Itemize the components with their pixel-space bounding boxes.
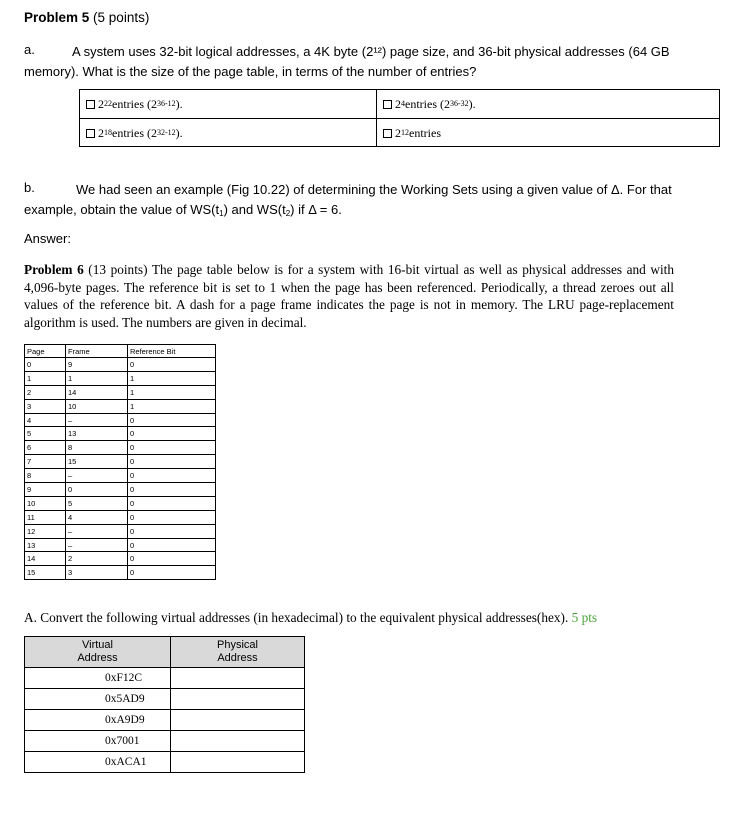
reference-bit-cell: 1 xyxy=(128,399,216,413)
page-table-row xyxy=(25,413,216,427)
page-table xyxy=(24,344,216,580)
page-table-row xyxy=(25,552,216,566)
checkbox-icon[interactable] xyxy=(86,100,95,109)
page-number-cell: 14 xyxy=(25,552,66,566)
reference-bit-column-header: Reference Bit xyxy=(128,345,216,358)
address-conversion-table xyxy=(24,636,305,773)
page-number-cell: 8 xyxy=(25,469,66,483)
page-table-row xyxy=(25,385,216,399)
reference-bit-cell: 0 xyxy=(128,427,216,441)
page-number-cell: 6 xyxy=(25,441,66,455)
physical-address-input-cell[interactable] xyxy=(171,668,305,689)
page-table-row xyxy=(25,496,216,510)
frame-cell: – xyxy=(66,469,128,483)
answer-label: Answer: xyxy=(24,231,71,246)
checkbox-icon[interactable] xyxy=(86,129,95,138)
physical-address-input-cell[interactable] xyxy=(171,752,305,773)
page-number-cell: 1 xyxy=(25,371,66,385)
page-table-row xyxy=(25,455,216,469)
page-table-row xyxy=(25,566,216,580)
reference-bit-cell: 0 xyxy=(128,566,216,580)
conversion-header-row xyxy=(25,637,305,668)
frame-cell: – xyxy=(66,413,128,427)
virtual-address-cell: 0xACA1 xyxy=(25,752,171,773)
page-number-cell: 9 xyxy=(25,483,66,497)
reference-bit-cell: 0 xyxy=(128,455,216,469)
page-table-row xyxy=(25,427,216,441)
reference-bit-cell: 0 xyxy=(128,552,216,566)
page-number-cell: 15 xyxy=(25,566,66,580)
page-number-cell: 13 xyxy=(25,538,66,552)
frame-cell: 0 xyxy=(66,483,128,497)
reference-bit-cell: 0 xyxy=(128,538,216,552)
part-b-question: We had seen an example (Fig 10.22) of determining the Working Sets using a given value of Δ. For that example, obtain the value of $WS(t_1)$ and $WS(t_2)$ if Δ = 6. xyxy=(24,182,672,218)
problem-5-title xyxy=(24,10,149,25)
answer-options-table xyxy=(79,89,720,147)
page-table-row xyxy=(25,358,216,372)
part-b-label: b. xyxy=(24,180,35,195)
option-4[interactable]: 2 12 entries xyxy=(383,119,441,147)
problem-6-description xyxy=(24,261,674,332)
page-table-header-row xyxy=(25,345,216,358)
frame-cell: 2 xyxy=(66,552,128,566)
physical-address-input-cell[interactable] xyxy=(171,689,305,710)
frame-cell: 8 xyxy=(66,441,128,455)
reference-bit-cell: 0 xyxy=(128,524,216,538)
frame-cell: 4 xyxy=(66,510,128,524)
frame-cell: 1 xyxy=(66,371,128,385)
conversion-table-body xyxy=(25,668,305,773)
reference-bit-cell: 0 xyxy=(128,413,216,427)
page-table-row xyxy=(25,524,216,538)
problem-6-text: (13 points) The page table below is for a system with 16-bit virtual as well as physical addresses and with 4,096-byte pages. The reference bit is set to 1 when the page has been referenced. Periodically, a thread zeroes out all values of the reference bit. A dash for a page frame indicates the page is not in memory. The LRU page-replacement algorithm is used. The numbers are given in decimal. xyxy=(24,262,674,331)
problem-6-heading: Problem 6 xyxy=(24,262,84,277)
page-number-cell: 0 xyxy=(25,358,66,372)
frame-cell: 15 xyxy=(66,455,128,469)
reference-bit-cell: 0 xyxy=(128,358,216,372)
page-number-cell: 11 xyxy=(25,510,66,524)
page-table-row xyxy=(25,469,216,483)
page-table-row xyxy=(25,538,216,552)
virtual-address-header: Virtual Address xyxy=(25,637,171,668)
reference-bit-cell: 0 xyxy=(128,510,216,524)
conversion-row xyxy=(25,752,305,773)
reference-bit-cell: 0 xyxy=(128,483,216,497)
part-a-label: a. xyxy=(24,42,35,57)
frame-cell: 9 xyxy=(66,358,128,372)
page-column-header: Page xyxy=(25,345,66,358)
physical-address-input-cell[interactable] xyxy=(171,710,305,731)
problem-5-heading: Problem 5 xyxy=(24,10,90,25)
reference-bit-cell: 0 xyxy=(128,441,216,455)
option-2[interactable]: 2 4 entries (2 36-32 ). xyxy=(383,90,476,118)
convert-instructions xyxy=(24,610,597,626)
page-number-cell: 10 xyxy=(25,496,66,510)
reference-bit-cell: 0 xyxy=(128,469,216,483)
page-number-cell: 12 xyxy=(25,524,66,538)
page-table-body xyxy=(25,358,216,580)
conversion-row xyxy=(25,689,305,710)
page-number-cell: 5 xyxy=(25,427,66,441)
conversion-row xyxy=(25,710,305,731)
reference-bit-cell: 0 xyxy=(128,496,216,510)
frame-cell: – xyxy=(66,538,128,552)
frame-cell: 5 xyxy=(66,496,128,510)
frame-cell: 3 xyxy=(66,566,128,580)
physical-address-header: Physical Address xyxy=(171,637,305,668)
page-number-cell: 3 xyxy=(25,399,66,413)
part-a-question: A system uses 32-bit logical addresses, a 4K byte (2¹²) page size, and 36-bit physical addresses (64 GB memory). What is the size of the page table, in terms of the number of entries? xyxy=(24,44,670,79)
page-table-row xyxy=(25,441,216,455)
option-3[interactable]: 2 18 entries (2 32-12 ). xyxy=(86,119,183,147)
frame-column-header: Frame xyxy=(66,345,128,358)
page-number-cell: 7 xyxy=(25,455,66,469)
virtual-address-cell: 0x7001 xyxy=(25,731,171,752)
physical-address-input-cell[interactable] xyxy=(171,731,305,752)
checkbox-icon[interactable] xyxy=(383,100,392,109)
option-1[interactable]: 2 22 entries (2 36-12 ). xyxy=(86,90,183,118)
frame-cell: 14 xyxy=(66,385,128,399)
frame-cell: 10 xyxy=(66,399,128,413)
page-table-row xyxy=(25,510,216,524)
virtual-address-cell: 0xF12C xyxy=(25,668,171,689)
page-number-cell: 4 xyxy=(25,413,66,427)
reference-bit-cell: 1 xyxy=(128,371,216,385)
page-table-row xyxy=(25,371,216,385)
reference-bit-cell: 1 xyxy=(128,385,216,399)
convert-points: 5 pts xyxy=(571,610,598,625)
page-table-row xyxy=(25,483,216,497)
virtual-address-cell: 0x5AD9 xyxy=(25,689,171,710)
checkbox-icon[interactable] xyxy=(383,129,392,138)
frame-cell: 13 xyxy=(66,427,128,441)
problem-5-points: (5 points) xyxy=(93,10,150,25)
page-number-cell: 2 xyxy=(25,385,66,399)
conversion-row xyxy=(25,731,305,752)
virtual-address-cell: 0xA9D9 xyxy=(25,710,171,731)
convert-prompt: A. Convert the following virtual addresses (in hexadecimal) to the equivalent physical addresses(hex). xyxy=(24,610,569,625)
frame-cell: – xyxy=(66,524,128,538)
page-table-row xyxy=(25,399,216,413)
conversion-row xyxy=(25,668,305,689)
